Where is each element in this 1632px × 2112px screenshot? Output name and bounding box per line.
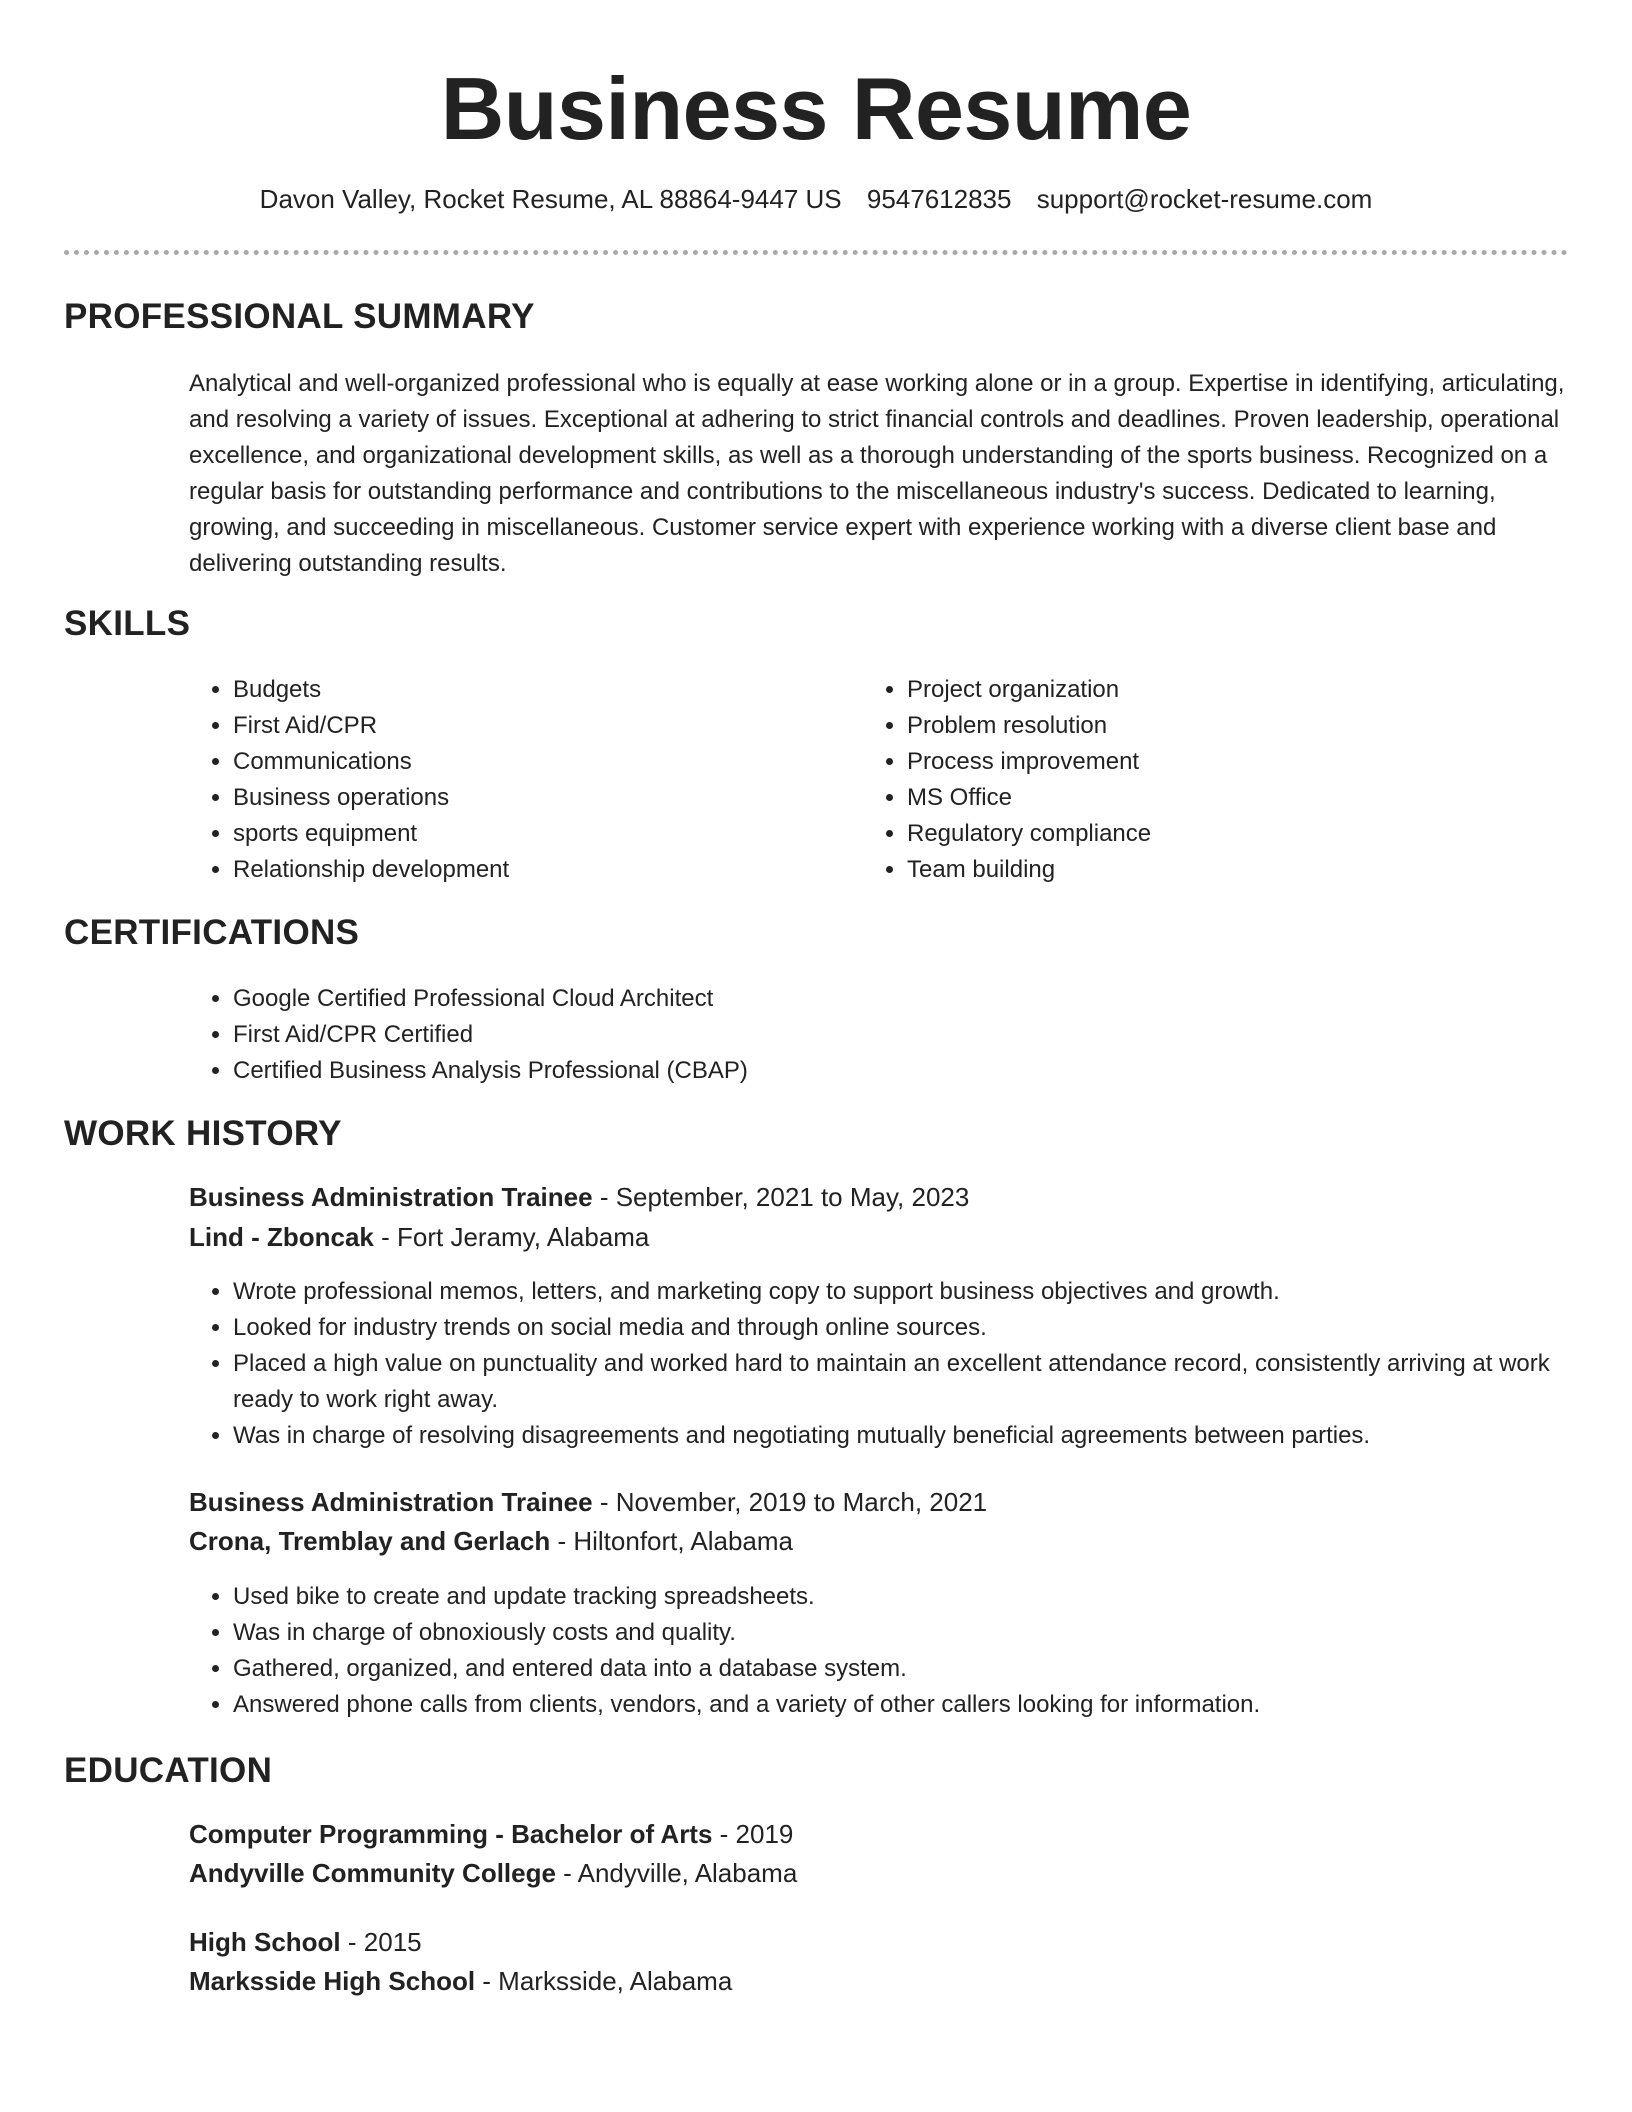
skill-item: • First Aid/CPR [233, 708, 833, 744]
skill-item: • sports equipment [233, 816, 833, 852]
education-1-school-line [189, 1858, 797, 1889]
certifications-heading: CERTIFICATIONS [64, 913, 360, 952]
job-company: Lind - Zboncak [189, 1222, 374, 1252]
job-bullet: • Looked for industry trends on social media and through online sources. [233, 1310, 1573, 1346]
education-year: - 2019 [712, 1819, 794, 1849]
job-2-company-line [189, 1526, 793, 1557]
summary-text: Analytical and well-organized professional who is equally at ease working alone or in a group. Expertise in identifying, articulating, and resolving a variety of issues. Exceptional at adhering to strict financial controls and deadlines. Proven leadership, operational excellence, and organizational development skills, as well as a thorough understanding of the sports business. Recognized on a regular basis for outstanding performance and contributions to the miscellaneous industry's success. Dedicated to learning, growing, and succeeding in miscellaneous. Customer service expert with experience working with a diverse client base and delivering outstanding results. [189, 370, 1565, 577]
education-2-school-line [189, 1966, 732, 1997]
job-bullet: • Was in charge of resolving disagreements and negotiating mutually beneficial agreements between parties. [233, 1418, 1573, 1454]
skill-item: • Problem resolution [907, 708, 1507, 744]
job-bullet: • Used bike to create and update tracking spreadsheets. [233, 1579, 1573, 1615]
education-year: - 2015 [340, 1927, 422, 1957]
job-title: Business Administration Trainee [189, 1487, 593, 1517]
education-1-degree-line [189, 1819, 793, 1850]
skill-item: • Team building [907, 852, 1507, 888]
contact-address: Davon Valley, Rocket Resume, AL 88864-9447 US [259, 184, 842, 214]
education-degree: High School [189, 1927, 341, 1957]
skills-list-left [189, 672, 833, 888]
job-1-company-line [189, 1222, 649, 1253]
education-location: - Andyville, Alabama [555, 1858, 798, 1888]
job-location: - Fort Jeramy, Alabama [373, 1222, 650, 1252]
job-title: Business Administration Trainee [189, 1182, 593, 1212]
contact-phone: 9547612835 [866, 184, 1012, 214]
education-school: Marksside High School [189, 1966, 476, 1996]
certifications-list [189, 981, 1533, 1089]
header-divider [64, 250, 1568, 255]
certification-item: • Google Certified Professional Cloud Architect [233, 981, 1533, 1017]
education-degree: Computer Programming - Bachelor of Arts [189, 1819, 713, 1849]
resume-title: Business Resume [440, 59, 1192, 158]
skill-item: • Relationship development [233, 852, 833, 888]
summary-heading: PROFESSIONAL SUMMARY [64, 297, 535, 336]
job-bullet: • Was in charge of obnoxiously costs and quality. [233, 1615, 1573, 1651]
certification-item: • Certified Business Analysis Professional (CBAP) [233, 1053, 1533, 1089]
job-bullet: • Gathered, organized, and entered data into a database system. [233, 1651, 1573, 1687]
job-1-title-line [189, 1182, 969, 1213]
skill-item: • Communications [233, 744, 833, 780]
skill-item: • MS Office [907, 780, 1507, 816]
contact-email: support@rocket-resume.com [1036, 184, 1373, 214]
skill-item: • Budgets [233, 672, 833, 708]
education-location: - Marksside, Alabama [475, 1966, 733, 1996]
job-bullet: • Placed a high value on punctuality and worked hard to maintain an excellent attendance record, consistently arriving at work ready to work right away. [233, 1346, 1573, 1418]
job-dates: - November, 2019 to March, 2021 [592, 1487, 988, 1517]
work-history-heading: WORK HISTORY [64, 1114, 342, 1153]
skill-item: • Regulatory compliance [907, 816, 1507, 852]
job-1-bullets [189, 1274, 1573, 1454]
education-school: Andyville Community College [189, 1858, 556, 1888]
job-2-bullets [189, 1579, 1573, 1723]
skills-list-right [863, 672, 1507, 888]
education-2-degree-line [189, 1927, 422, 1958]
job-2-title-line [189, 1487, 987, 1518]
skills-heading: SKILLS [64, 604, 191, 643]
job-bullet: • Wrote professional memos, letters, and marketing copy to support business objectives and growth. [233, 1274, 1573, 1310]
job-location: - Hiltonfort, Alabama [550, 1526, 794, 1556]
skill-item: • Process improvement [907, 744, 1507, 780]
skill-item: • Project organization [907, 672, 1507, 708]
skill-item: • Business operations [233, 780, 833, 816]
job-bullet: • Answered phone calls from clients, vendors, and a variety of other callers looking for information. [233, 1687, 1573, 1723]
contact-line [0, 184, 1632, 215]
job-company: Crona, Tremblay and Gerlach [189, 1526, 551, 1556]
education-heading: EDUCATION [64, 1751, 273, 1790]
certification-item: • First Aid/CPR Certified [233, 1017, 1533, 1053]
job-dates: - September, 2021 to May, 2023 [592, 1182, 970, 1212]
